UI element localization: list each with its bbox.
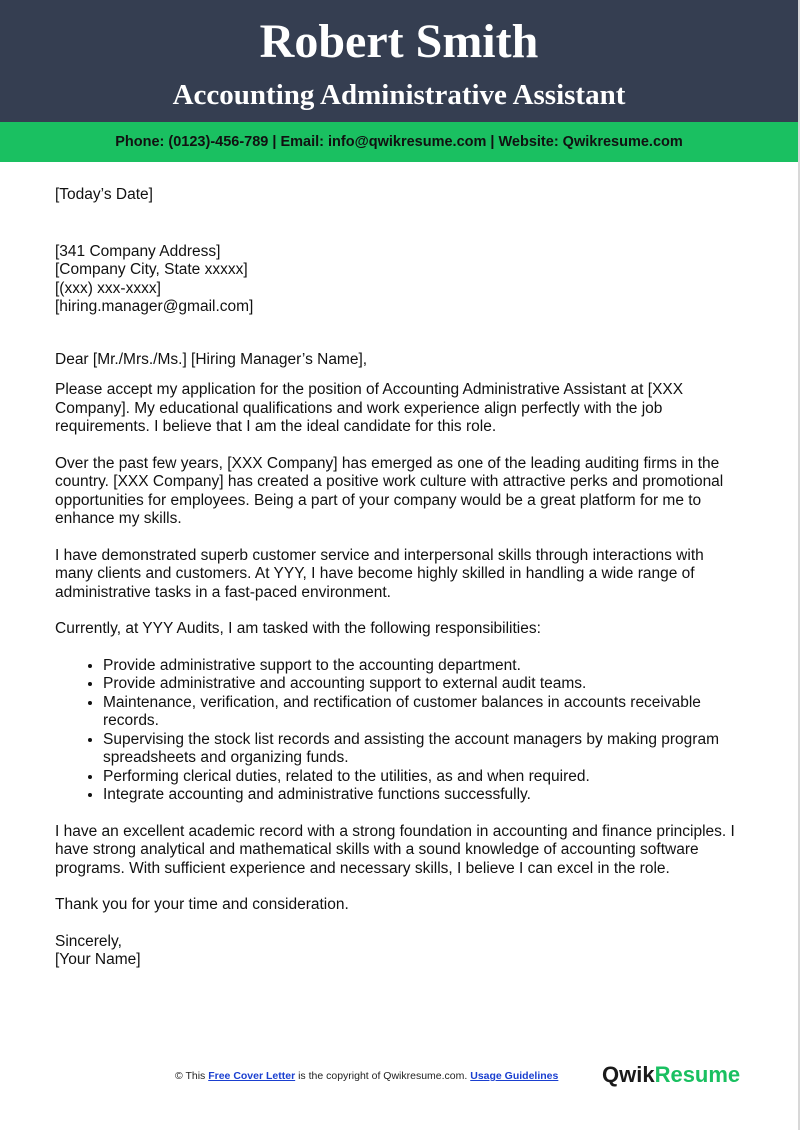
address-line: [341 Company Address] (55, 242, 221, 260)
letter-date: [Today’s Date] (55, 186, 153, 203)
signature: [Your Name] (55, 951, 141, 968)
applicant-name: Robert Smith (259, 15, 539, 68)
paragraph: Over the past few years, [XXX Company] has emerged as one of the leading auditing firms in the country. [XXX Company] has created a positive work culture with attractive perks and promotional opportunities for employees. Being a part of your company would be a great platform for me to enhance my skills. (55, 454, 724, 527)
copyright-middle: is the copyright of Qwikresume.com. (295, 1070, 471, 1082)
logo-resume: Resume (654, 1062, 741, 1087)
letter-body (55, 186, 745, 970)
header-banner (0, 0, 798, 122)
paragraph: Thank you for your time and consideration. (55, 896, 349, 913)
contact-bar: Phone: (0123)-456-789 | Email: info@qwikresume.com | Website: Qwikresume.com (0, 122, 798, 162)
copyright-notice (175, 1070, 558, 1082)
logo-qwik: Qwik (602, 1062, 655, 1087)
usage-guidelines-link[interactable]: Usage Guidelines (470, 1070, 559, 1082)
recipient-address (55, 243, 745, 317)
free-cover-letter-link[interactable]: Free Cover Letter (208, 1070, 296, 1082)
list-item: • Integrate accounting and administrative functions successfully. (103, 786, 745, 805)
qwikresume-logo (602, 1062, 740, 1088)
paragraph: I have an excellent academic record with a strong foundation in accounting and finance principles. I have strong analytical and mathematical skills with a sound knowledge of accounting software programs. With sufficient experience and necessary skills, I believe I can excel in the role. (55, 822, 735, 877)
list-item: • Performing clerical duties, related to the utilities, as and when required. (103, 768, 745, 787)
job-title: Accounting Administrative Assistant (172, 79, 626, 111)
list-item: • Provide administrative and accounting support to external audit teams. (103, 675, 745, 694)
paragraph: Please accept my application for the position of Accounting Administrative Assistant at [XXX Company]. My educational qualifications and work experience align perfectly with the job requirements. I believe that I am the ideal candidate for this role. (55, 381, 684, 435)
greeting: Dear [Mr./Mrs./Ms.] [Hiring Manager’s Name], (55, 350, 368, 368)
copyright-prefix: © This (175, 1070, 209, 1082)
list-item: • Provide administrative support to the accounting department. (103, 657, 745, 676)
address-line: [hiring.manager@gmail.com] (55, 298, 254, 315)
footer (0, 1060, 798, 1094)
responsibilities-list (55, 657, 745, 805)
address-line: [(xxx) xxx-xxxx] (55, 279, 161, 297)
address-line: [Company City, State xxxxx] (55, 261, 248, 278)
paragraph: I have demonstrated superb customer service and interpersonal skills through interactions with many clients and customers. At YYY, I have become highly skilled in handling a wide range of administrative tasks in a fast-paced environment. (55, 546, 704, 601)
signoff: Sincerely, (55, 932, 122, 950)
list-item: • Maintenance, verification, and rectification of customer balances in accounts receivable records. (103, 694, 745, 731)
list-item: • Supervising the stock list records and assisting the account managers by making program spreadsheets and organizing funds. (103, 731, 745, 768)
paragraph: Currently, at YYY Audits, I am tasked with the following responsibilities: (55, 620, 541, 637)
